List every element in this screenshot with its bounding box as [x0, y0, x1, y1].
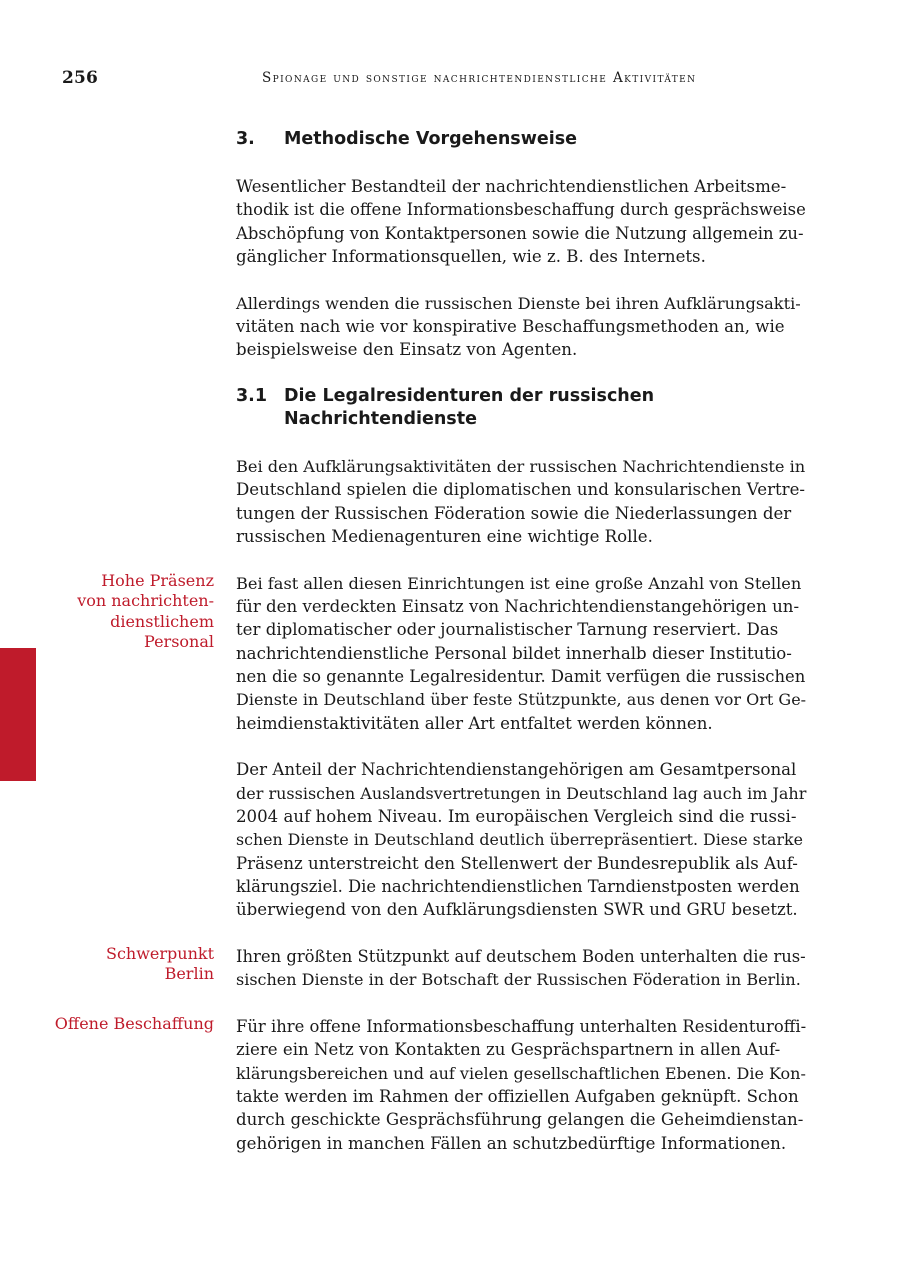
paragraph: [236, 945, 806, 992]
text-line: russischen Medienagenturen eine wichtige Rolle.: [236, 526, 653, 546]
margin-note: [34, 944, 214, 985]
paragraph: [236, 572, 806, 735]
text-line: tungen der Russischen Föderation sowie die Niederlassungen der: [236, 503, 792, 523]
text-line: ter diplomatischer oder journalistischer Tarnung reserviert. Das: [236, 620, 779, 640]
text-line: Bei den Aufklärungsaktivitäten der russischen Nachrichtendienste in: [236, 457, 806, 477]
text-line: gehörigen in manchen Fällen an schutzbedürftige Informationen.: [236, 1133, 787, 1153]
section-title: Methodische Vorgehensweise: [284, 129, 578, 149]
section-number: 3.1: [236, 386, 268, 407]
text-line: Für ihre offene Informationsbeschaffung unterhalten Residenturoffi-: [236, 1017, 807, 1037]
text-line: nachrichtendienstliche Personal bildet innerhalb dieser Institutio-: [236, 643, 792, 663]
section-heading-3-1: [236, 385, 806, 431]
text-line: heimdienstaktivitäten aller Art entfaltet werden können.: [236, 713, 713, 733]
paragraph: [236, 292, 806, 362]
text-line: Abschöpfung von Kontaktpersonen sowie die Nutzung allgemein zu-: [236, 223, 804, 243]
text-line: Deutschland spielen die diplomatischen und konsularischen Vertre-: [236, 480, 806, 500]
text-line: Der Anteil der Nachrichtendienstangehörigen am Gesamtpersonal: [236, 760, 797, 780]
text-line: nen die so genannte Legalresidentur. Damit verfügen die russischen: [236, 666, 806, 686]
section-title-line: Die Legalresidenturen der russischen: [284, 386, 655, 407]
text-line: Ihren größten Stützpunkt auf deutschem Boden unterhalten die rus-: [236, 946, 806, 966]
text-line: beispielsweise den Einsatz von Agenten.: [236, 340, 578, 360]
margin-note-line: dienstlichem: [110, 611, 214, 631]
text-line: Allerdings wenden die russischen Dienste bei ihren Aufklärungsakti-: [236, 293, 801, 313]
margin-note: [34, 571, 214, 653]
margin-note-line: Offene Beschaffung: [54, 1014, 214, 1034]
margin-note-line: Hohe Präsenz: [101, 570, 214, 590]
paragraph: [236, 175, 806, 268]
margin-note-line: von nachrichten-: [77, 591, 214, 611]
text-line: klärungsziel. Die nachrichtendienstlichen Tarndienstposten werden: [236, 876, 800, 896]
section-number: 3.: [236, 129, 255, 149]
text-line: Dienste in Deutschland über feste Stützpunkte, aus denen vor Ort Ge-: [236, 690, 807, 710]
text-line: 2004 auf hohem Niveau. Im europäischen Vergleich sind die russi-: [236, 806, 797, 826]
running-title: Spionage und sonstige nachrichtendienstliche Aktivitäten: [262, 70, 697, 86]
section-title-line: Nachrichtendienste: [284, 409, 477, 430]
main-content: [54, 124, 807, 1178]
margin-note-line: Personal: [144, 632, 214, 652]
text-line: Präsenz unterstreicht den Stellenwert der Bundesrepublik als Auf-: [236, 853, 798, 873]
text-line: für den verdeckten Einsatz von Nachrichtendienstangehörigen un-: [236, 597, 800, 617]
text-line: sischen Dienste in der Botschaft der Russischen Föderation in Berlin.: [236, 970, 801, 990]
margin-note-line: Berlin: [164, 964, 214, 984]
text-line: vitäten nach wie vor konspirative Beschaffungsmethoden an, wie: [236, 316, 785, 336]
text-line: klärungsbereichen und auf vielen gesellschaftlichen Ebenen. Die Kon-: [236, 1063, 806, 1083]
section-heading-3: [236, 128, 806, 151]
paragraph-with-margin-note: [105, 943, 806, 992]
paragraph-with-margin-note: [54, 1014, 807, 1155]
text-line: schen Dienste in Deutschland deutlich überrepräsentiert. Diese starke: [236, 830, 803, 850]
section-title: [284, 385, 654, 431]
text-line: takte werden im Rahmen der offiziellen Aufgaben geknüpft. Schon: [236, 1086, 799, 1106]
margin-note: [34, 1014, 214, 1035]
text-line: ziere ein Netz von Kontakten zu Gesprächspartnern in allen Auf-: [236, 1040, 781, 1060]
paragraph: [236, 758, 806, 921]
paragraph-with-margin-note: [77, 570, 807, 735]
text-line: thodik ist die offene Informationsbeschaffung durch gesprächsweise: [236, 200, 806, 220]
chapter-tab-marker: [0, 648, 36, 781]
text-line: gänglicher Informationsquellen, wie z. B. des Internets.: [236, 246, 706, 266]
page-number: 256: [62, 68, 99, 88]
text-line: der russischen Auslandsvertretungen in Deutschland lag auch im Jahr: [236, 783, 807, 803]
margin-note-line: Schwerpunkt: [105, 943, 214, 963]
text-line: Bei fast allen diesen Einrichtungen ist eine große Anzahl von Stellen: [236, 573, 802, 593]
text-line: Wesentlicher Bestandteil der nachrichtendienstlichen Arbeitsme-: [236, 177, 787, 196]
paragraph: [236, 455, 806, 548]
text-line: durch geschickte Gesprächsführung gelangen die Geheimdienstan-: [236, 1110, 804, 1130]
paragraph: [236, 1015, 806, 1155]
text-line: überwiegend von den Aufklärungsdiensten SWR und GRU besetzt.: [236, 900, 798, 920]
